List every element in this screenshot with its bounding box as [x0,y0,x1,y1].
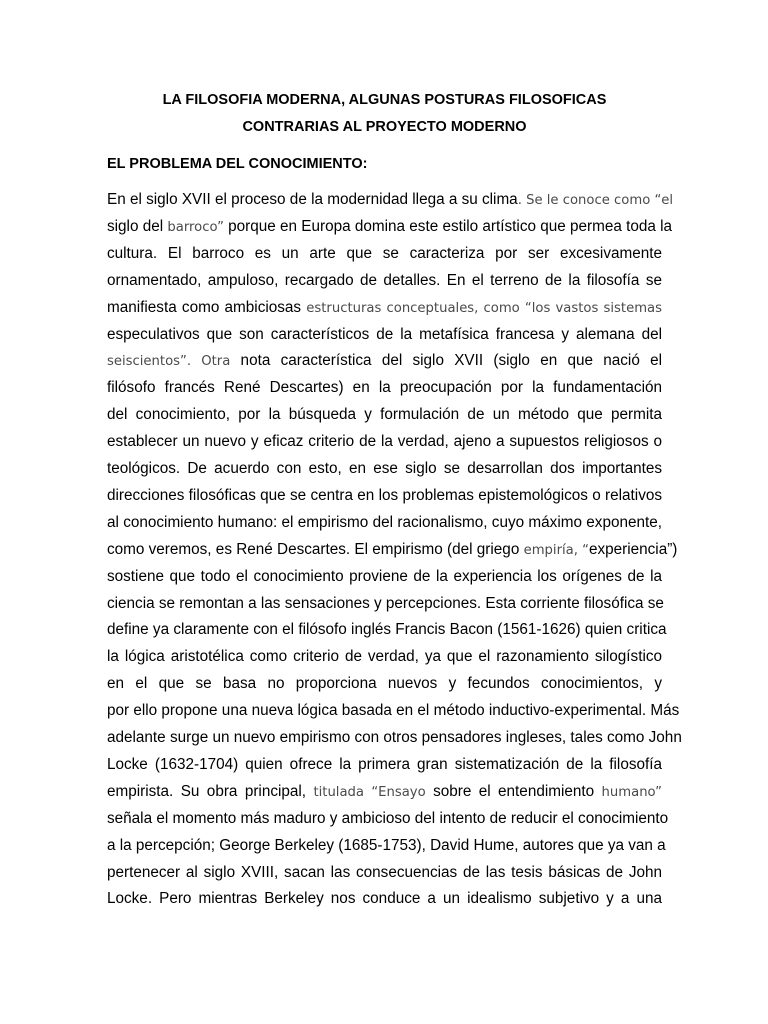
text-run: a la percepción; George Berkeley (1685-1753), David Hume, autores que ya van a [107,836,666,854]
text-line [107,782,662,803]
text-line [107,432,662,452]
text-run-alt-font: empiría, “ [523,542,589,558]
text-run: ciencia se remontan a las sensaciones y percepciones. Esta corriente filosófica se [107,594,664,612]
text-run: cultura. El barroco es un arte que se caracteriza por ser excesivamente [107,244,662,262]
text-line [107,190,674,211]
text-run: Locke (1632-1704) quien ofrece la primera gran sistematización de la filosofía [107,755,662,773]
text-line [107,459,662,479]
text-run: por ello propone una nueva lógica basada en el método inductivo-experimental. Más [107,702,680,720]
document-title-line-1: LA FILOSOFIA MODERNA, ALGUNAS POSTURAS FILOSOFICAS [162,92,607,108]
text-run: al conocimiento humano: el empirismo del racionalismo, cuyo máximo exponente, [107,513,662,531]
text-line [107,755,662,775]
text-line [107,647,662,667]
text-line [107,405,662,425]
text-line [107,567,662,587]
text-line [107,620,667,640]
text-run: Locke. Pero mientras Berkeley nos conduce a un idealismo subjetivo y a una [107,890,662,908]
text-run: como veremos, es René Descartes. El empirismo (del griego [107,540,524,558]
text-run: define ya claramente con el filósofo inglés Francis Bacon (1561-1626) quien critica [107,621,667,639]
text-line [107,594,662,614]
document-page [107,0,682,1024]
text-run: en el que se basa no proporciona nuevos y fecundos conocimientos, y [107,675,662,693]
text-run: especulativos que son característicos de la metafísica francesa y alemana del [107,325,662,343]
text-run: experiencia”) [588,540,678,558]
text-line [107,863,662,883]
text-run-alt-font: titulada “Ensayo [313,784,426,800]
text-run: establecer un nuevo y eficaz criterio de la verdad, ajeno a supuestos religiosos o [107,433,662,451]
text-line [107,701,680,721]
text-line [107,836,666,856]
text-run-alt-font: . Se le conoce como “el [517,193,674,208]
text-run: sostiene que todo el conocimiento proviene de la experiencia los orígenes de la [107,567,662,585]
text-line [107,486,662,506]
text-line [107,809,669,829]
text-line [107,513,662,533]
text-run: En el siglo XVII el proceso de la modernidad llega a su clima [107,191,518,208]
text-run-alt-font: estructuras conceptuales, como “los vastos sistemas [306,300,662,316]
text-line [107,325,662,345]
text-run: direcciones filosóficas que se centra en los problemas epistemológicos o relativos [107,486,662,504]
text-line [107,271,662,291]
text-line [107,298,662,319]
text-run: empirista. Su obra principal, [107,782,314,800]
text-line [107,674,662,694]
text-run: nota característica del siglo XVII (siglo en que nació el [230,352,662,370]
text-run: manifiesta como ambiciosas [107,298,307,316]
text-run: la lógica aristotélica como criterio de verdad, ya que el razonamiento silogístico [107,648,662,666]
text-run: señala el momento más maduro y ambicioso del intento de reducir el conocimiento [107,809,669,827]
text-run: ornamentado, ampuloso, recargado de detalles. En el terreno de la filosofía se [107,271,662,289]
text-line [107,889,662,909]
text-line [107,540,678,561]
text-run-alt-font: seiscientos”. Otra [107,354,231,370]
text-run: sobre el entendimiento [425,782,602,800]
section-heading: EL PROBLEMA DEL CONOCIMIENTO: [107,156,368,172]
text-run-alt-font: humano” [601,784,662,800]
text-line [107,351,662,372]
text-line [107,217,673,238]
text-line [107,244,662,264]
text-run: filósofo francés René Descartes) en la preocupación por la fundamentación [107,379,662,397]
text-run: siglo del [107,217,168,235]
text-run: teológicos. De acuerdo con esto, en ese siglo se desarrollan dos importantes [107,460,662,477]
document-title-line-2: CONTRARIAS AL PROYECTO MODERNO [242,119,527,135]
text-line [107,728,682,748]
text-run: pertenecer al siglo XVIII, sacan las consecuencias de las tesis básicas de John [107,863,662,881]
text-run: del conocimiento, por la búsqueda y formulación de un método que permita [107,406,662,424]
text-run: adelante surge un nuevo empirismo con otros pensadores ingleses, tales como John [107,729,682,746]
text-run: porque en Europa domina este estilo artístico que permea toda la [223,217,673,235]
text-line [107,378,662,398]
text-run-alt-font: barroco” [167,219,224,235]
